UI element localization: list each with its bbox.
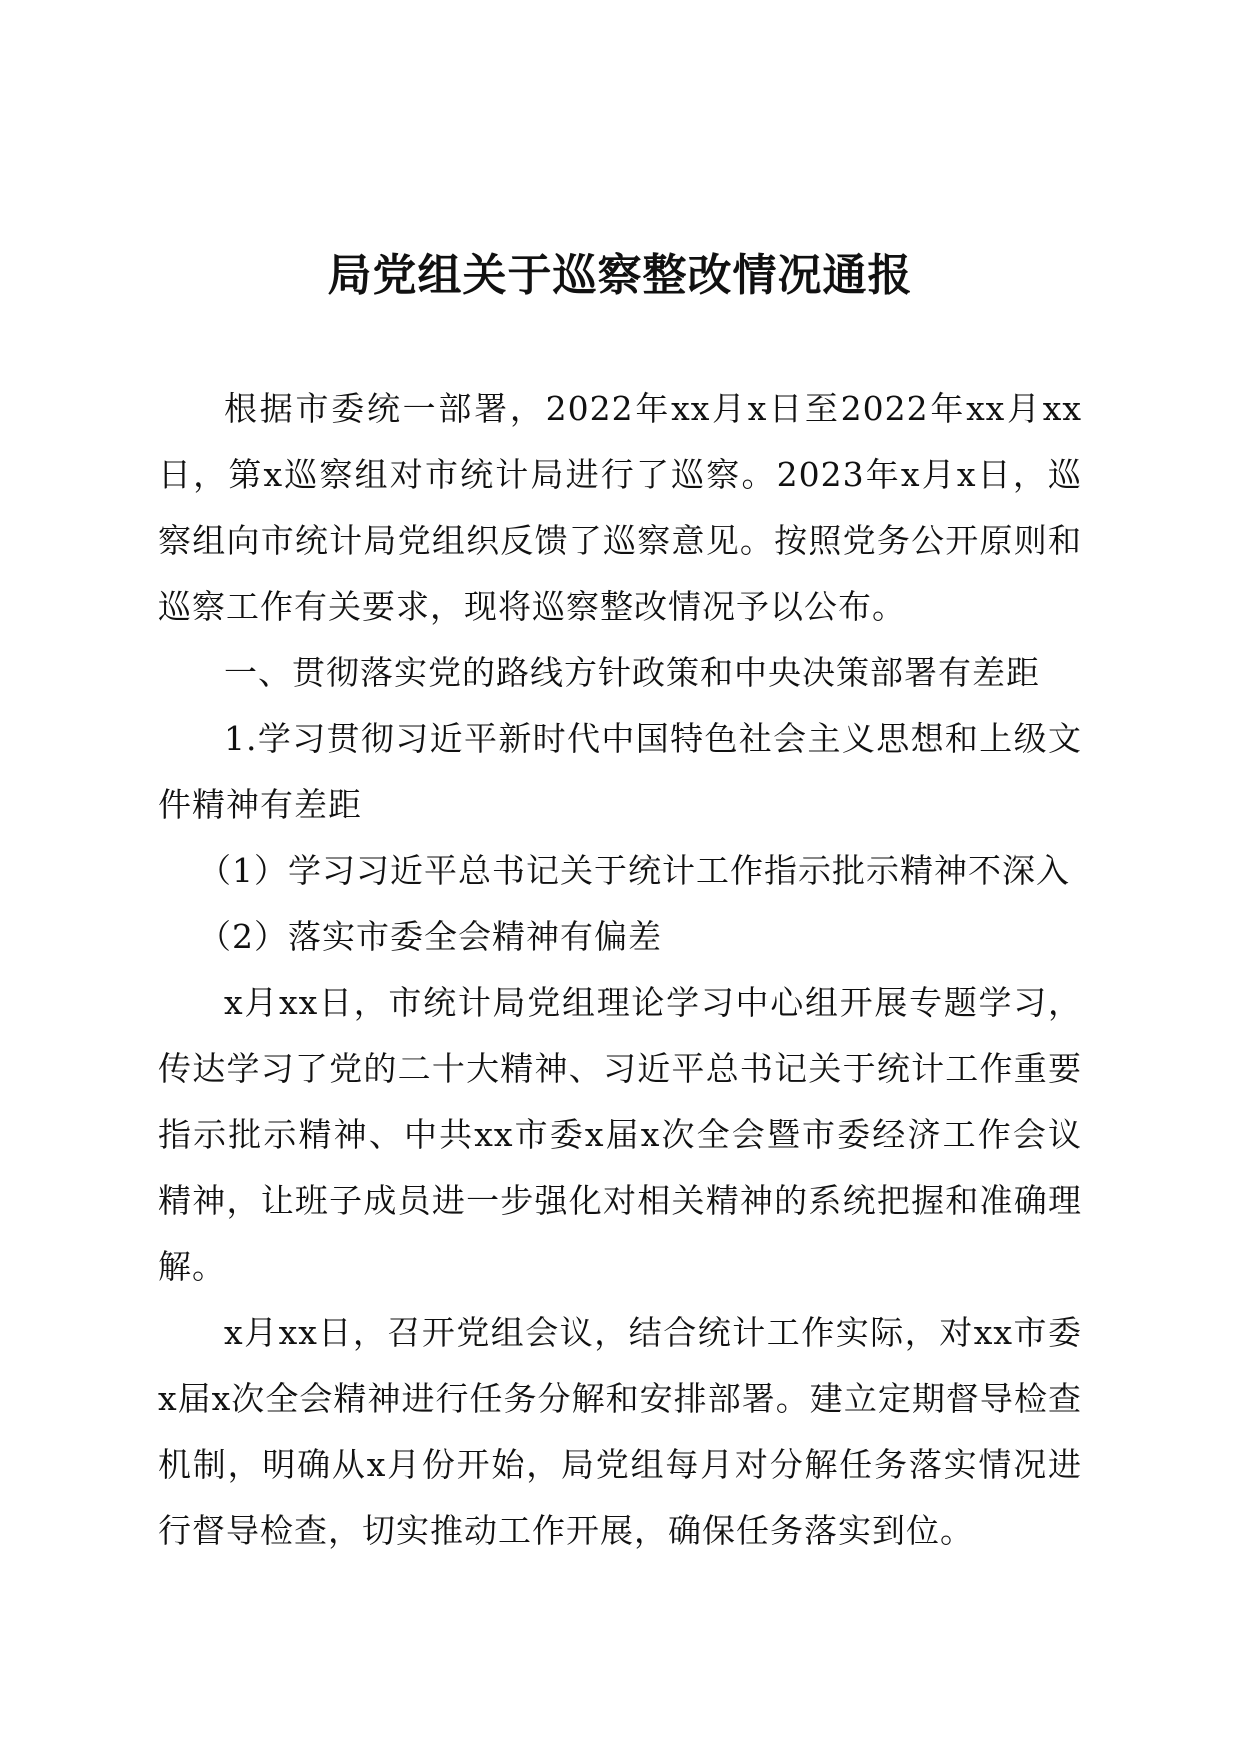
list-item-2: （2）落实市委全会精神有偏差 (198, 917, 662, 956)
document-title: 局党组关于巡察整改情况通报 (327, 250, 913, 301)
body-paragraph-meeting: x月xx日，召开党组会议，结合统计工作实际，对xx市委x届x次全会精神进行任务分解和安排部署。建立定期督导检查机制，明确从x月份开始，局党组每月对分解任务落实情况进行督导检查，切实推动工作开展，确保任务落实到位。 (158, 1313, 1082, 1550)
intro-paragraph: 根据市委统一部署，2022年xx月x日至2022年xx月xx日，第x巡察组对市统计局进行了巡察。2023年x月x日，巡察组向市统计局党组织反馈了巡察意见。按照党务公开原则和巡察工作有关要求，现将巡察整改情况予以公布。 (158, 389, 1082, 626)
document-body (158, 376, 1082, 1564)
subsection-heading-1: 1.学习贯彻习近平新时代中国特色社会主义思想和上级文件精神有差距 (158, 719, 1082, 824)
list-item-1: （1）学习习近平总书记关于统计工作指示批示精神不深入 (198, 851, 1070, 890)
section-heading-1: 一、贯彻落实党的路线方针政策和中央决策部署有差距 (224, 653, 1040, 692)
body-paragraph-study: x月xx日，市统计局党组理论学习中心组开展专题学习，传达学习了党的二十大精神、习近平总书记关于统计工作重要指示批示精神、中共xx市委x届x次全会暨市委经济工作会议精神，让班子成员进一步强化对相关精神的系统把握和准确理解。 (158, 983, 1082, 1286)
